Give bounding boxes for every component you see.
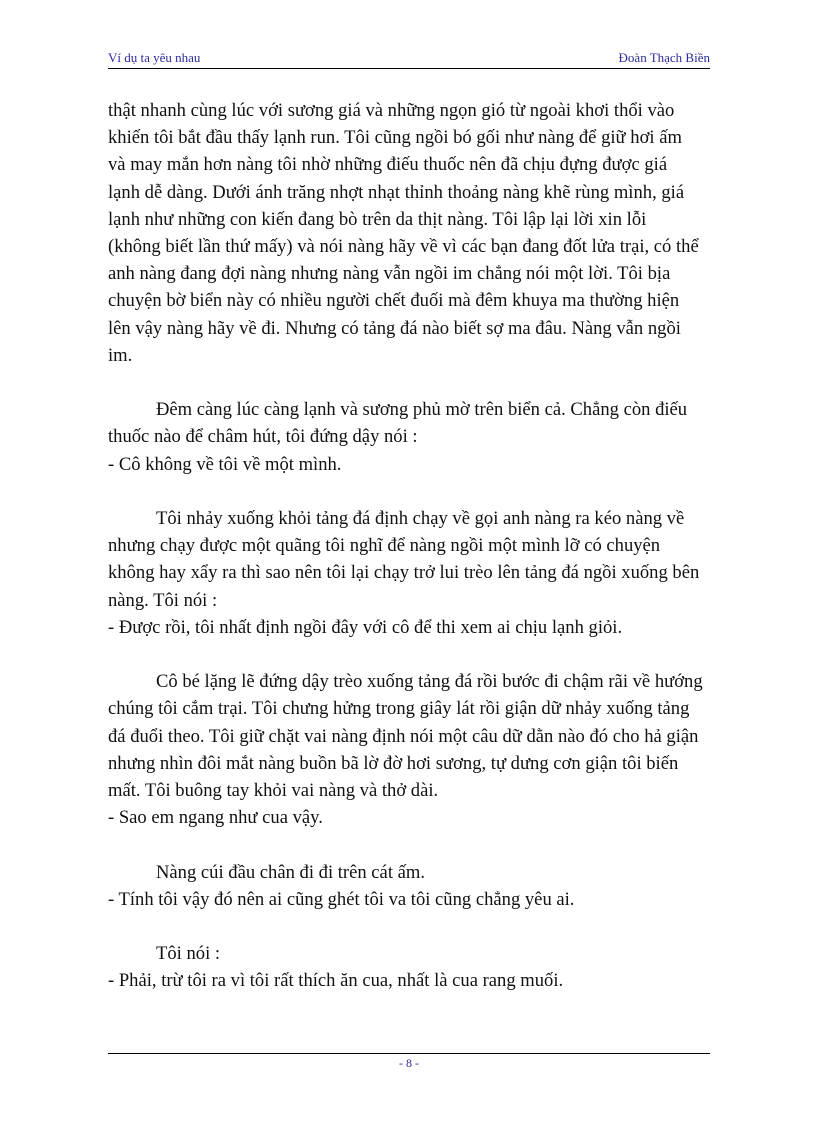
text-line: mất. Tôi buông tay khỏi vai nàng và thở dài. xyxy=(108,780,439,802)
text-line: - Tính tôi vậy đó nên ai cũng ghét tôi va tôi cũng chẳng yêu ai. xyxy=(108,888,575,910)
footer-rule xyxy=(108,1053,710,1054)
text-line: chuyện bờ biển này có nhiều người chết đuối mà đêm khuya ma thường hiện xyxy=(108,290,680,312)
text-line: Đêm càng lúc càng lạnh và sương phủ mờ trên biển cả. Chẳng còn điếu xyxy=(156,399,688,421)
paragraph-gap xyxy=(108,913,710,940)
text-line: - Cô không về tôi về một mình. xyxy=(108,453,342,475)
text-line: lên vậy nàng hãy về đi. Nhưng có tảng đá nào biết sợ ma đâu. Nàng vẫn ngồi xyxy=(108,317,681,339)
paragraph-gap xyxy=(108,369,710,396)
text-line: không hay xẩy ra thì sao nên tôi lại chạy trở lui trèo lên tảng đá ngồi xuống bên xyxy=(108,562,700,584)
page-number: - 8 - xyxy=(399,1056,419,1070)
text-line: Cô bé lặng lẽ đứng dậy trèo xuống tảng đá rồi bước đi chậm rãi về hướng xyxy=(156,671,703,693)
text-line: khiến tôi bắt đầu thấy lạnh run. Tôi cũng ngồi bó gối như nàng để giữ hơi ấm xyxy=(108,127,682,149)
text-line: - Sao em ngang như cua vậy. xyxy=(108,807,323,829)
paragraph-gap xyxy=(108,478,710,505)
text-line: nhưng chạy được một quãng tôi nghĩ để nàng ngồi một mình lỡ có chuyện xyxy=(108,535,661,557)
text-line: Nàng cúi đầu chân đi đi trên cát ấm. xyxy=(156,861,425,883)
text-line: thật nhanh cùng lúc với sương giá và những ngọn gió từ ngoài khơi thổi vào xyxy=(108,100,675,121)
text-line: - Được rồi, tôi nhất định ngồi đây với cô để thi xem ai chịu lạnh giỏi. xyxy=(108,616,623,638)
text-line: nàng. Tôi nói : xyxy=(108,589,218,611)
paragraph-gap xyxy=(108,831,710,858)
text-line: thuốc nào để châm hút, tôi đứng dậy nói : xyxy=(108,426,418,448)
paragraph-gap xyxy=(108,641,710,668)
header-book-title: Ví dụ ta yêu nhau xyxy=(108,50,201,65)
text-line: đá đuổi theo. Tôi giữ chặt vai nàng định nói một câu dữ dằn nào đó cho hả giận xyxy=(108,725,699,747)
header-author: Đoàn Thạch Biền xyxy=(618,50,710,65)
text-line: lạnh dễ dàng. Dưới ánh trăng nhợt nhạt thỉnh thoảng nàng khẽ rùng mình, giá xyxy=(108,181,685,203)
text-line: - Phải, trừ tôi ra vì tôi rất thích ăn cua, nhất là cua rang muối. xyxy=(108,970,564,992)
text-line: lạnh như những con kiến đang bò trên da thịt nàng. Tôi lập lại lời xin lỗi xyxy=(108,208,647,230)
text-line: nhưng nhìn đôi mắt nàng buồn bã lờ đờ hơi sương, tự dưng cơn giận tôi biến xyxy=(108,752,679,774)
page-body xyxy=(108,97,710,995)
page-header xyxy=(108,50,710,69)
text-line: anh nàng đang đợi nàng nhưng nàng vẫn ngồi im chẳng nói một lời. Tôi bịa xyxy=(108,263,671,285)
text-line: và may mắn hơn nàng tôi nhờ những điếu thuốc nên đã chịu đựng được giá xyxy=(108,154,668,176)
text-line: (không biết lần thứ mấy) và nói nàng hãy về vì các bạn đang đốt lửa trại, có thể xyxy=(108,236,699,258)
text-line: Tôi nhảy xuống khỏi tảng đá định chạy về gọi anh nàng ra kéo nàng về xyxy=(156,508,685,530)
text-line: Tôi nói : xyxy=(156,943,221,965)
text-line: chúng tôi cắm trại. Tôi chưng hửng trong giây lát rồi giận dữ nhảy xuống tảng xyxy=(108,698,690,720)
text-line: im. xyxy=(108,344,133,366)
